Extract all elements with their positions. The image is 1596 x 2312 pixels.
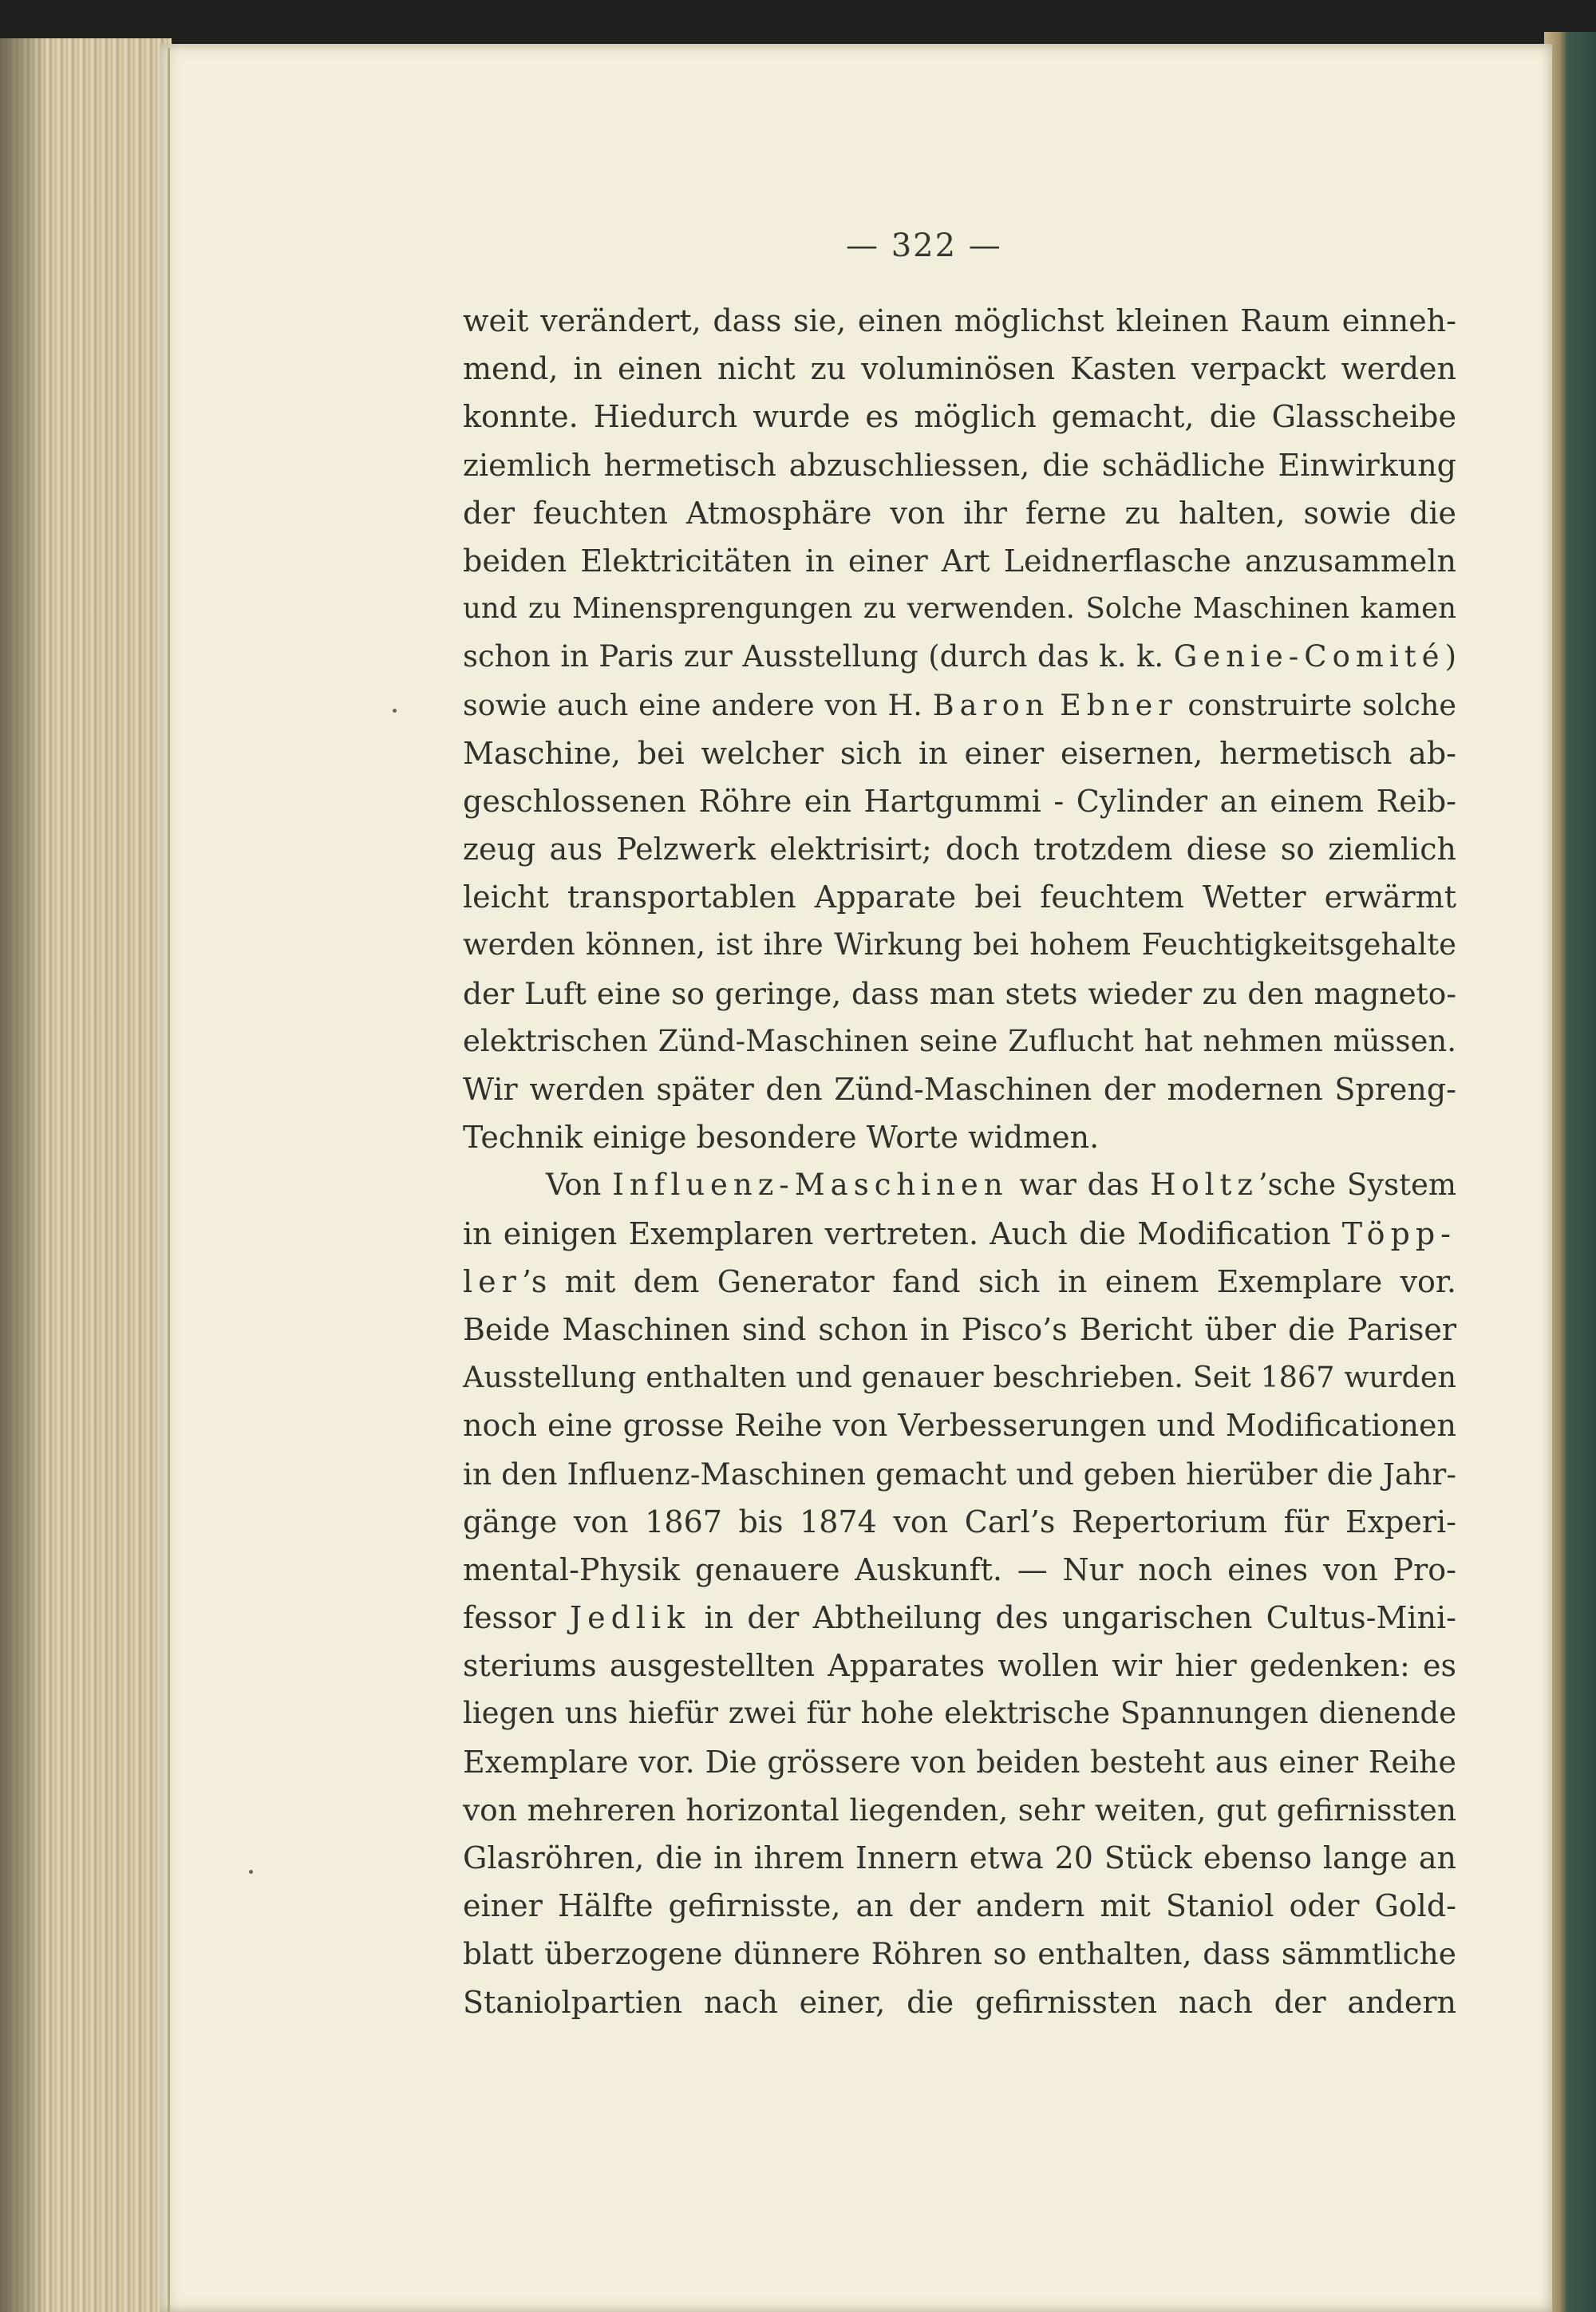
spaced-emphasis: ler xyxy=(463,1263,522,1299)
text-line: gänge von 1867 bis 1874 von Carl’s Repertorium für Experi- xyxy=(463,1504,1456,1539)
text-line: ziemlich hermetisch abzuschliessen, die schädliche Einwirkung xyxy=(463,447,1456,483)
text-line: schon in Paris zur Ausstellung (durch das k. k. Genie-Comité) xyxy=(463,639,1456,674)
text-line: Staniolpartien nach einer, die gefirnissten nach der andern xyxy=(463,1984,1456,2020)
text-line: elektrischen Zünd-Maschinen seine Zuflucht hat nehmen müssen. xyxy=(463,1023,1456,1058)
text-line: liegen uns hiefür zwei für hohe elektrische Spannungen dienende xyxy=(463,1696,1456,1731)
text-line: Beide Maschinen sind schon in Pisco’s Bericht über die Pariser xyxy=(463,1311,1456,1347)
text-line: der feuchten Atmosphäre von ihr ferne zu halten, sowie die xyxy=(463,495,1456,531)
ink-speck xyxy=(249,1870,253,1874)
text-line: sowie auch eine andere von H. Baron Ebner construirte solche xyxy=(463,687,1456,722)
text-line: Ausstellung enthalten und genauer beschrieben. Seit 1867 wurden xyxy=(463,1360,1456,1395)
spaced-emphasis: Jedlik xyxy=(569,1600,691,1636)
spaced-emphasis: Genie-Comité xyxy=(1173,639,1445,674)
ink-speck xyxy=(393,709,397,713)
spaced-emphasis: Ebner xyxy=(1060,687,1178,722)
text-line: Glasröhren, die in ihrem Innern etwa 20 Stück ebenso lange an xyxy=(463,1840,1456,1875)
spaced-emphasis: Töpp- xyxy=(1341,1215,1456,1251)
text-line: ler’s mit dem Generator fand sich in einem Exemplare vor. xyxy=(463,1263,1456,1299)
text-line: weit verändert, dass sie, einen möglichst kleinen Raum einneh- xyxy=(463,303,1456,338)
text-line: mental-Physik genauere Auskunft. — Nur noch eines von Pro- xyxy=(463,1551,1456,1587)
text-line: leicht transportablen Apparate bei feuchtem Wetter erwärmt xyxy=(463,879,1456,915)
text-line: zeug aus Pelzwerk elektrisirt; doch trotzdem diese so ziemlich xyxy=(463,832,1456,867)
paragraph-start-line: Von Influenz-Maschinen war das Holtz’sche System xyxy=(546,1168,1456,1203)
page-stack-shadow xyxy=(0,38,48,2312)
spaced-emphasis: Holtz xyxy=(1150,1168,1258,1203)
scan-background-top xyxy=(0,0,1596,46)
text-line: fessor Jedlik in der Abtheilung des ungarischen Cultus-Mini- xyxy=(463,1600,1456,1636)
spaced-emphasis: Baron xyxy=(932,687,1050,722)
text-line: Technik einige besondere Worte widmen. xyxy=(463,1120,1100,1156)
text-line: werden können, ist ihre Wirkung bei hohem Feuchtigkeitsgehalte xyxy=(463,927,1456,962)
text-line: mend, in einen nicht zu voluminösen Kasten verpackt werden xyxy=(463,351,1456,387)
text-line: Wir werden später den Zünd-Maschinen der modernen Spreng- xyxy=(463,1072,1456,1107)
text-line: konnte. Hiedurch wurde es möglich gemacht, die Glasscheibe xyxy=(463,399,1456,435)
text-line: einer Hälfte gefirnisste, an der andern mit Staniol oder Gold- xyxy=(463,1888,1456,1924)
text-line: Exemplare vor. Die grössere von beiden besteht aus einer Reihe xyxy=(463,1744,1456,1780)
text-line: und zu Minensprengungen zu verwenden. Solche Maschinen kamen xyxy=(463,592,1456,626)
body-text xyxy=(463,297,1456,2026)
text-line: in den Influenz-Maschinen gemacht und geben hierüber die Jahr- xyxy=(463,1456,1456,1492)
spaced-emphasis: Influenz-Maschinen xyxy=(612,1168,1009,1203)
text-line: Maschine, bei welcher sich in einer eisernen, hermetisch ab- xyxy=(463,735,1456,771)
page-gutter-line xyxy=(168,48,170,2312)
text-line: in einigen Exemplaren vertreten. Auch die Modification Töpp- xyxy=(463,1215,1456,1251)
text-line: von mehreren horizontal liegenden, sehr weiten, gut gefirnissten xyxy=(463,1792,1456,1828)
text-line: der Luft eine so geringe, dass man stets wieder zu den magneto- xyxy=(463,975,1456,1011)
text-line: blatt überzogene dünnere Röhren so enthalten, dass sämmtliche xyxy=(463,1936,1456,1972)
page-number: — 322 — xyxy=(846,227,1002,264)
text-line: beiden Elektricitäten in einer Art Leidnerflasche anzusammeln xyxy=(463,543,1456,579)
text-line: steriums ausgestellten Apparates wollen wir hier gedenken: es xyxy=(463,1648,1456,1684)
text-line: geschlossenen Röhre ein Hartgummi - Cylinder an einem Reib- xyxy=(463,783,1456,819)
text-line: noch eine grosse Reihe von Verbesserungen und Modificationen xyxy=(463,1408,1456,1444)
